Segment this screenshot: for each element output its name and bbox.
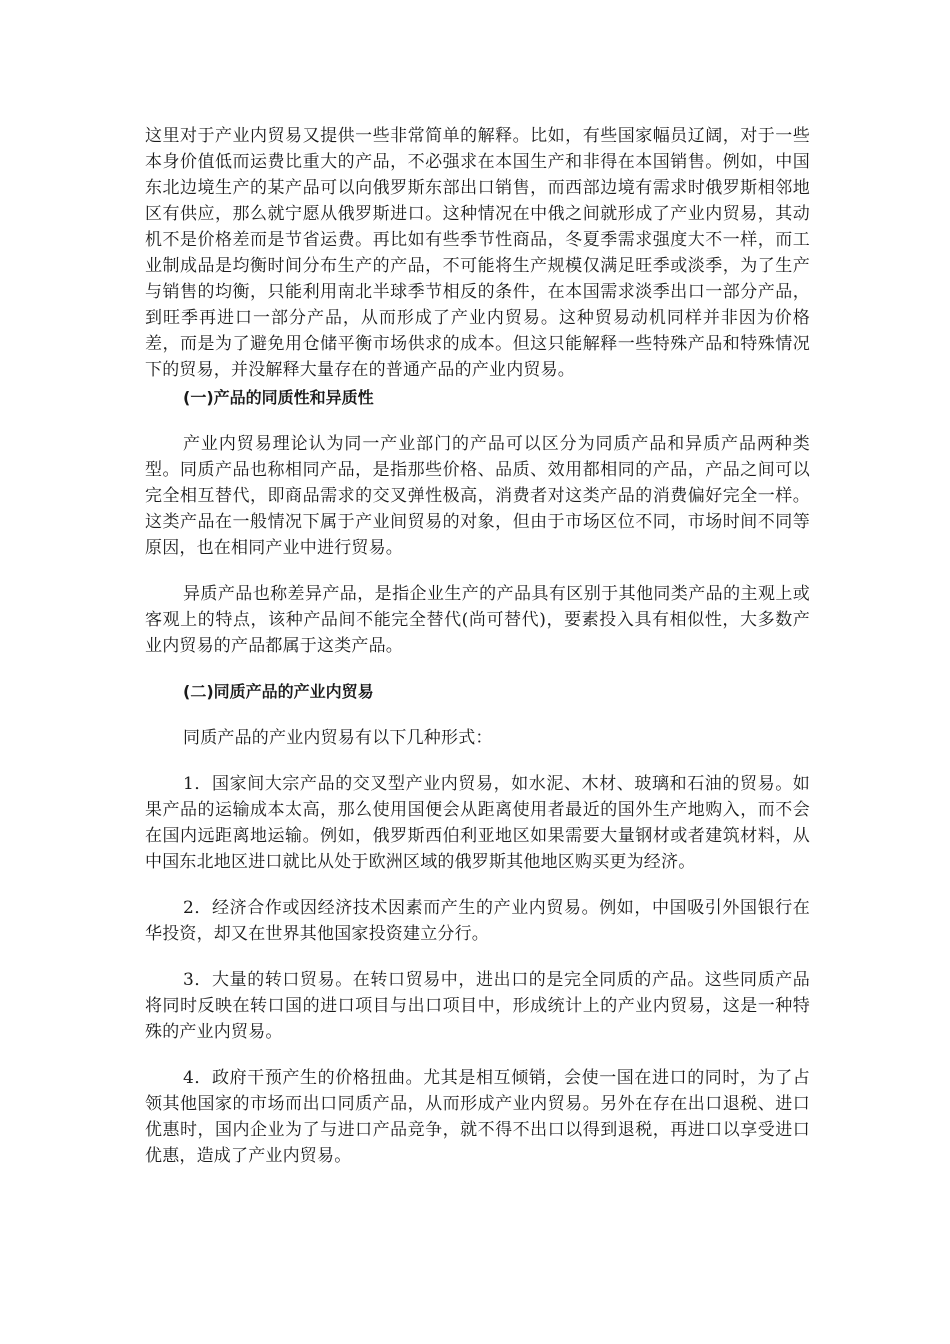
section-heading-homogeneous-trade: (二)同质产品的产业内贸易 <box>183 682 374 701</box>
paragraph-forms-intro: 同质产品的产业内贸易有以下几种形式： <box>183 728 493 748</box>
list-item-4: 4．政府干预产生的价格扭曲。尤其是相互倾销，会使一国在进口的同时，为了占领其他国家的市场而出口同质产品，从而形成产业内贸易。另外在存在出口退税、进口优惠时，国内企业为了与进口产品竞争，就不得不出口以得到退税，再进口以享受进口优惠，造成了产业内贸易。 <box>145 1068 810 1166</box>
list-item-1: 1．国家间大宗产品的交叉型产业内贸易，如水泥、木材、玻璃和石油的贸易。如果产品的运输成本太高，那么使用国便会从距离使用者最近的国外生产地购入，而不会在国内远距离地运输。例如，俄罗斯西伯利亚地区如果需要大量钢材或者建筑材料，从中国东北地区进口就比从处于欧洲区域的俄罗斯其他地区购买更为经济。 <box>145 774 810 872</box>
intro-paragraph: 这里对于产业内贸易又提供一些非常简单的解释。比如，有些国家幅员辽阔，对于一些本身价值低而运费比重大的产品，不必强求在本国生产和非得在本国销售。例如，中国东北边境生产的某产品可以向俄罗斯东部出口销售，而西部边境有需求时俄罗斯相邻地区有供应，那么就宁愿从俄罗斯进口。这种情况在中俄之间就形成了产业内贸易，其动机不是价格差而是节省运费。再比如有些季节性商品，冬夏季需求强度大不一样，而工业制成品是均衡时间分布生产的产品，不可能将生产规模仅满足旺季或淡季，为了生产与销售的均衡，只能利用南北半球季节相反的条件，在本国需求淡季出口一部分产品，到旺季再进口一部分产品，从而形成了产业内贸易。这种贸易动机同样并非因为价格差，而是为了避免用仓储平衡市场供求的成本。但这只能解释一些特殊产品和特殊情况下的贸易，并没解释大量存在的普通产品的产业内贸易。 <box>145 126 810 380</box>
paragraph-heterogeneous-products: 异质产品也称差异产品，是指企业生产的产品具有区别于其他同类产品的主观上或客观上的特点，该种产品间不能完全替代(尚可替代)，要素投入具有相似性，大多数产业内贸易的产品都属于这类产品。 <box>145 584 810 656</box>
list-item-2: 2．经济合作或因经济技术因素而产生的产业内贸易。例如，中国吸引外国银行在华投资，却又在世界其他国家投资建立分行。 <box>145 898 810 944</box>
list-item-3: 3．大量的转口贸易。在转口贸易中，进出口的是完全同质的产品。这些同质产品将同时反映在转口国的进口项目与出口项目中，形成统计上的产业内贸易，这是一种特殊的产业内贸易。 <box>145 970 810 1042</box>
document-page <box>145 123 810 1169</box>
section-heading-homogeneity: (一)产品的同质性和异质性 <box>183 388 374 407</box>
paragraph-homogeneous-products: 产业内贸易理论认为同一产业部门的产品可以区分为同质产品和异质产品两种类型。同质产品也称相同产品，是指那些价格、品质、效用都相同的产品，产品之间可以完全相互替代，即商品需求的交叉弹性极高，消费者对这类产品的消费偏好完全一样。这类产品在一般情况下属于产业间贸易的对象，但由于市场区位不同，市场时间不同等原因，也在相同产业中进行贸易。 <box>145 434 810 558</box>
